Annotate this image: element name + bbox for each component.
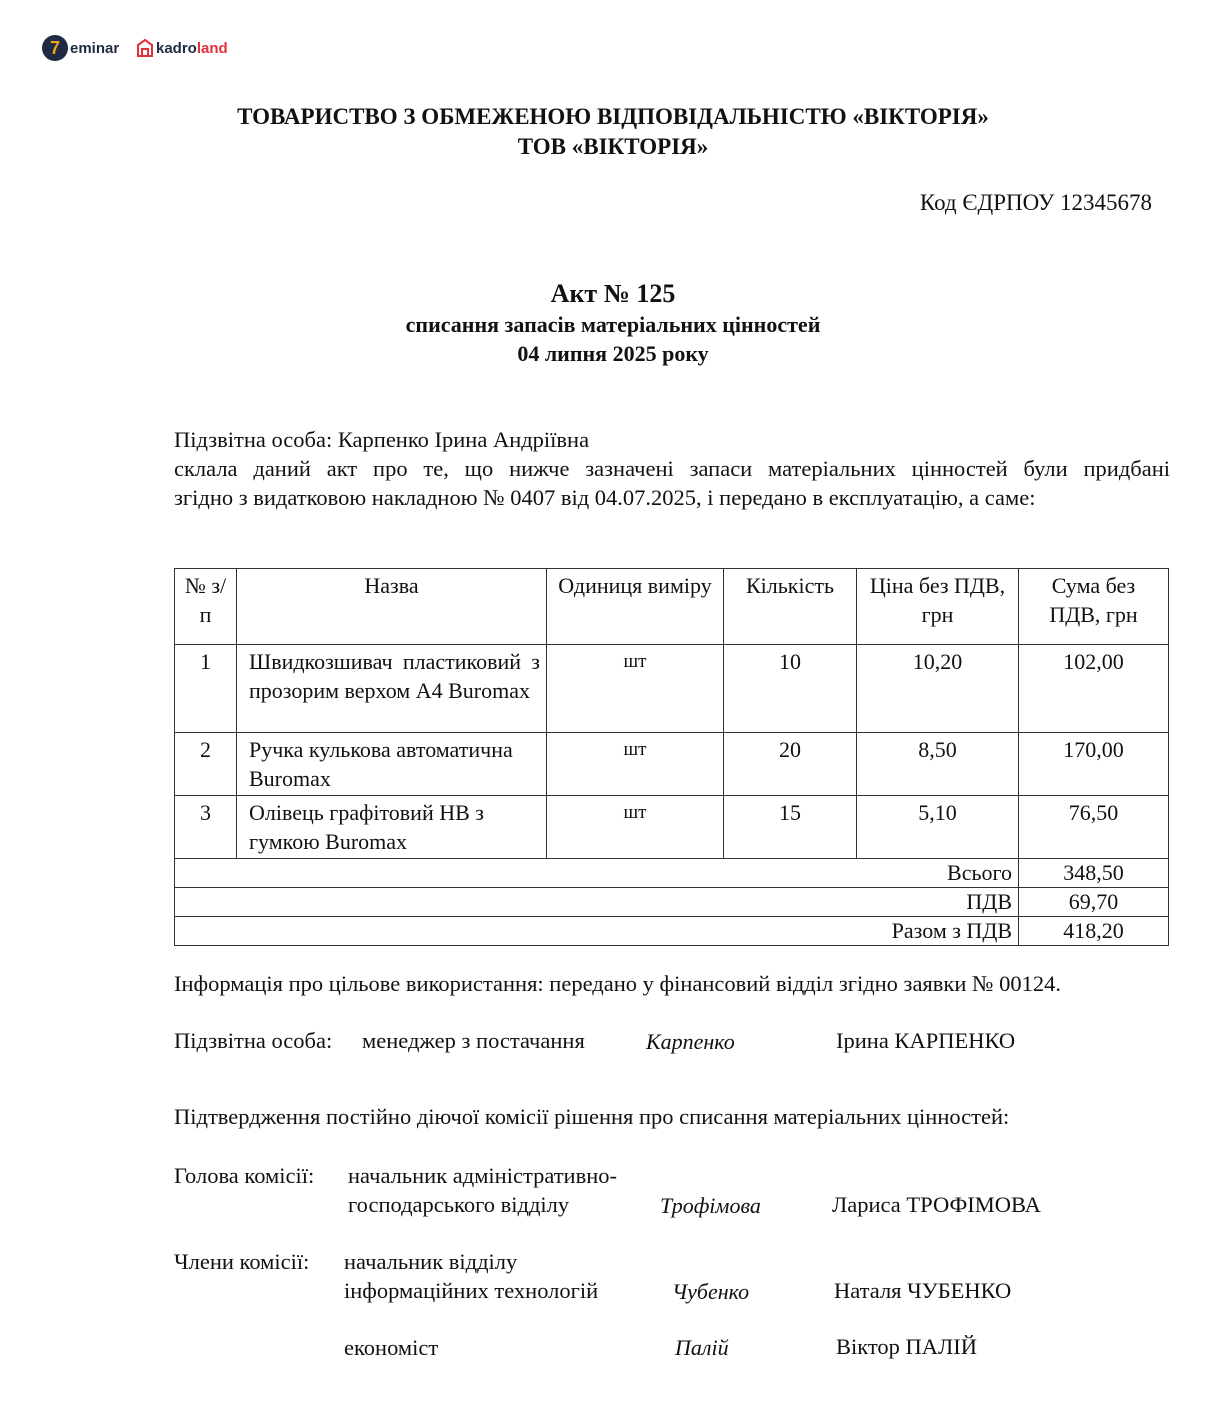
row-quantity: 20 — [724, 733, 857, 796]
chair-name: Лариса ТРОФІМОВА — [832, 1192, 1041, 1217]
member1-name: Наталя ЧУБЕНКО — [834, 1278, 1012, 1303]
usage-info: Інформація про цільове використання: передано у фінансовий відділ згідно заявки № 00124. — [174, 971, 1061, 996]
seminar-logo — [42, 35, 119, 61]
act-title: Акт № 125 — [550, 279, 676, 308]
chair-signature: Трофімова — [660, 1193, 761, 1218]
row-sum: 102,00 — [1019, 645, 1169, 733]
row-name: Швидкозшивач пластиковий з прозорим верхом А4 Buromax — [237, 645, 547, 733]
row-unit: шт — [547, 645, 724, 733]
accountable-label: Підзвітна особа: — [174, 1028, 333, 1053]
accountable-person-line: Підзвітна особа: Карпенко Ірина Андріївна — [174, 427, 590, 452]
table-row — [175, 796, 1169, 859]
table-row — [175, 645, 1169, 733]
member1-position-2: інформаційних технологій — [344, 1278, 599, 1303]
table-header-row — [175, 569, 1169, 645]
member2-name: Віктор ПАЛІЙ — [836, 1334, 978, 1359]
vat-label: ПДВ — [175, 888, 1019, 917]
member2-signature: Палій — [675, 1335, 729, 1360]
chair-label: Голова комісії: — [174, 1163, 315, 1188]
accountable-position: менеджер з постачання — [362, 1028, 585, 1053]
row-unit: шт — [547, 733, 724, 796]
accountable-name: Ірина КАРПЕНКО — [836, 1028, 1016, 1053]
seminar-logo-badge: 7 — [42, 35, 68, 61]
members-label: Члени комісії: — [174, 1249, 310, 1274]
chair-position-1: начальник адміністративно- — [348, 1163, 618, 1188]
row-name: Ручка кулькова автоматична Buromax — [237, 733, 547, 796]
row-number: 3 — [175, 796, 237, 859]
row-price: 8,50 — [857, 733, 1019, 796]
total-value: 348,50 — [1019, 859, 1169, 888]
member1-position-1: начальник відділу — [344, 1249, 518, 1274]
org-short-name: ТОВ «ВІКТОРІЯ» — [517, 134, 709, 159]
header-sum: Сума без ПДВ, грн — [1019, 569, 1169, 645]
intro-line-1: склала даний акт про те, що нижче зазначені запаси матеріальних цінностей були придбані — [174, 456, 1170, 481]
org-full-name: ТОВАРИСТВО З ОБМЕЖЕНОЮ ВІДПОВІДАЛЬНІСТЮ «ВІКТОРІЯ» — [237, 104, 989, 129]
row-quantity: 15 — [724, 796, 857, 859]
row-sum: 76,50 — [1019, 796, 1169, 859]
intro-line-2: згідно з видатковою накладною № 0407 від 04.07.2025, і передано в експлуатацію, а саме: — [174, 485, 1036, 510]
act-date: 04 липня 2025 року — [517, 341, 709, 366]
accountable-signature: Карпенко — [646, 1029, 735, 1054]
kadroland-logo — [136, 38, 228, 58]
kadroland-text-2: land — [196, 39, 228, 57]
seminar-logo-text: eminar — [70, 39, 120, 57]
row-quantity: 10 — [724, 645, 857, 733]
totals-row — [175, 888, 1169, 917]
row-number: 1 — [175, 645, 237, 733]
row-unit: шт — [547, 796, 724, 859]
act-subtitle: списання запасів матеріальних цінностей — [405, 312, 821, 337]
row-price: 10,20 — [857, 645, 1019, 733]
grand-total-value: 418,20 — [1019, 917, 1169, 946]
row-name: Олівець графітовий НВ з гумкою Buromax — [237, 796, 547, 859]
totals-row — [175, 859, 1169, 888]
grand-total-label: Разом з ПДВ — [175, 917, 1019, 946]
kadroland-text-1: kadro — [156, 39, 197, 57]
items-table — [174, 568, 1169, 946]
total-label: Всього — [175, 859, 1019, 888]
row-sum: 170,00 — [1019, 733, 1169, 796]
member1-signature: Чубенко — [672, 1279, 750, 1304]
header-quantity: Кількість — [724, 569, 857, 645]
totals-row — [175, 917, 1169, 946]
vat-value: 69,70 — [1019, 888, 1169, 917]
commission-confirmation: Підтвердження постійно діючої комісії рішення про списання матеріальних цінностей: — [174, 1104, 1010, 1129]
edrpou-code: Код ЄДРПОУ 12345678 — [919, 190, 1152, 215]
member2-position: економіст — [344, 1335, 439, 1360]
header-price: Ціна без ПДВ, грн — [857, 569, 1019, 645]
header-unit: Одиниця виміру — [547, 569, 724, 645]
header-name: Назва — [237, 569, 547, 645]
chair-position-2: господарського відділу — [348, 1192, 570, 1217]
header-number: № з/п — [175, 569, 237, 645]
row-price: 5,10 — [857, 796, 1019, 859]
kadroland-house-icon — [136, 38, 154, 58]
table-row — [175, 733, 1169, 796]
row-number: 2 — [175, 733, 237, 796]
